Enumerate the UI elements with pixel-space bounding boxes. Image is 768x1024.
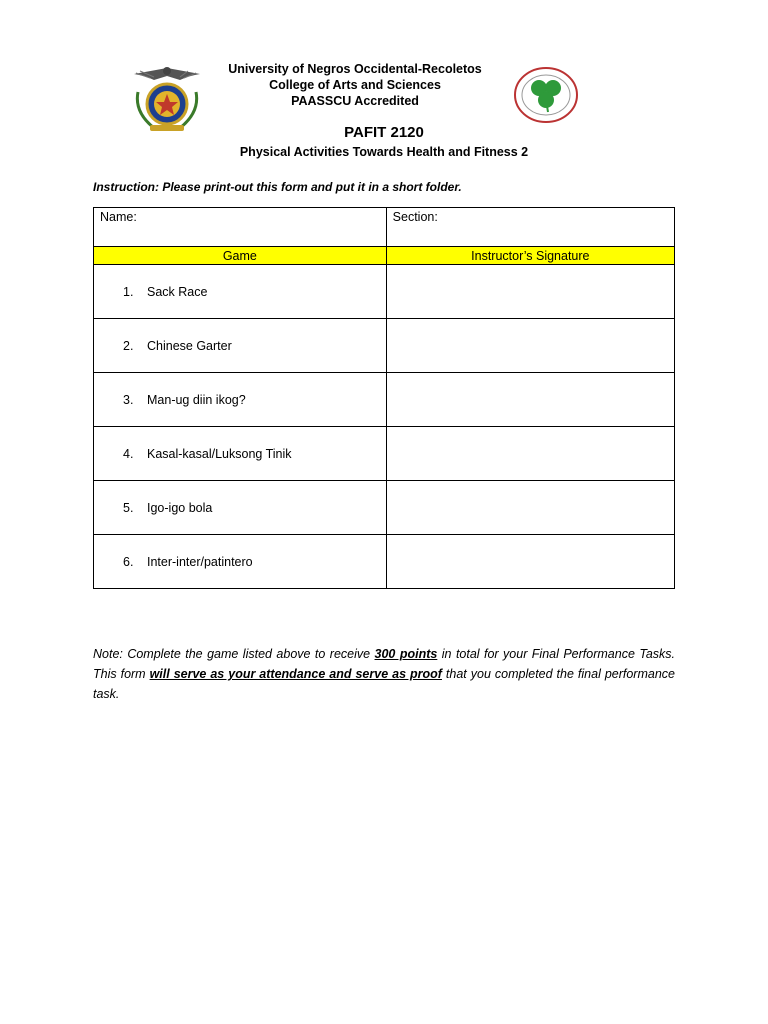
table-row — [94, 481, 675, 535]
course-code: PAFIT 2120 — [344, 124, 424, 141]
university-name: University of Negros Occidental-Recoletos — [228, 62, 482, 76]
column-header-row — [94, 247, 675, 265]
signature-cell[interactable] — [386, 265, 674, 319]
institution-header — [200, 61, 510, 109]
game-name: Igo-igo bola — [147, 500, 213, 515]
signature-cell[interactable] — [386, 319, 674, 373]
table-row — [94, 319, 675, 373]
college-name: College of Arts and Sciences — [269, 78, 441, 92]
game-number: 1. — [123, 284, 134, 299]
game-number: 3. — [123, 392, 134, 407]
table-row — [94, 535, 675, 589]
note-paragraph: Note: Complete the game listed above to receive 300 points in total for your Final Performance Tasks. This form will serve as your attendance and serve as proof that you completed the final performance task. — [93, 647, 675, 701]
signature-cell[interactable] — [386, 535, 674, 589]
attendance-emphasis: will serve as your attendance and serve as proof — [149, 667, 442, 681]
section-field[interactable] — [386, 208, 674, 247]
game-name: Sack Race — [147, 284, 208, 299]
table-row — [94, 265, 675, 319]
column-header-game: Game — [94, 247, 387, 265]
signature-cell[interactable] — [386, 427, 674, 481]
header-info-row — [94, 208, 675, 247]
game-name: Kasal-kasal/Luksong Tinik — [147, 446, 292, 461]
points-emphasis: 300 points — [374, 647, 438, 661]
signature-cell[interactable] — [386, 481, 674, 535]
game-number: 6. — [123, 554, 134, 569]
instruction-text: Instruction: Please print-out this form and put it in a short folder. — [93, 180, 462, 194]
accreditation: PAASSCU Accredited — [291, 94, 419, 108]
name-label: Name: — [100, 210, 137, 224]
game-number: 4. — [123, 446, 134, 461]
signature-cell[interactable] — [386, 373, 674, 427]
course-title: Physical Activities Towards Health and Fitness 2 — [239, 145, 529, 159]
games-form-table — [93, 207, 675, 589]
table-row — [94, 427, 675, 481]
table-row — [94, 373, 675, 427]
college-seal-icon — [510, 66, 582, 124]
name-field[interactable] — [94, 208, 387, 247]
game-number: 2. — [123, 338, 134, 353]
game-name: Man-ug diin ikog? — [147, 392, 246, 407]
game-name: Inter-inter/patintero — [147, 554, 253, 569]
game-name: Chinese Garter — [147, 338, 232, 353]
column-header-signature: Instructor’s Signature — [386, 247, 674, 265]
game-number: 5. — [123, 500, 134, 515]
section-label: Section: — [392, 210, 438, 224]
